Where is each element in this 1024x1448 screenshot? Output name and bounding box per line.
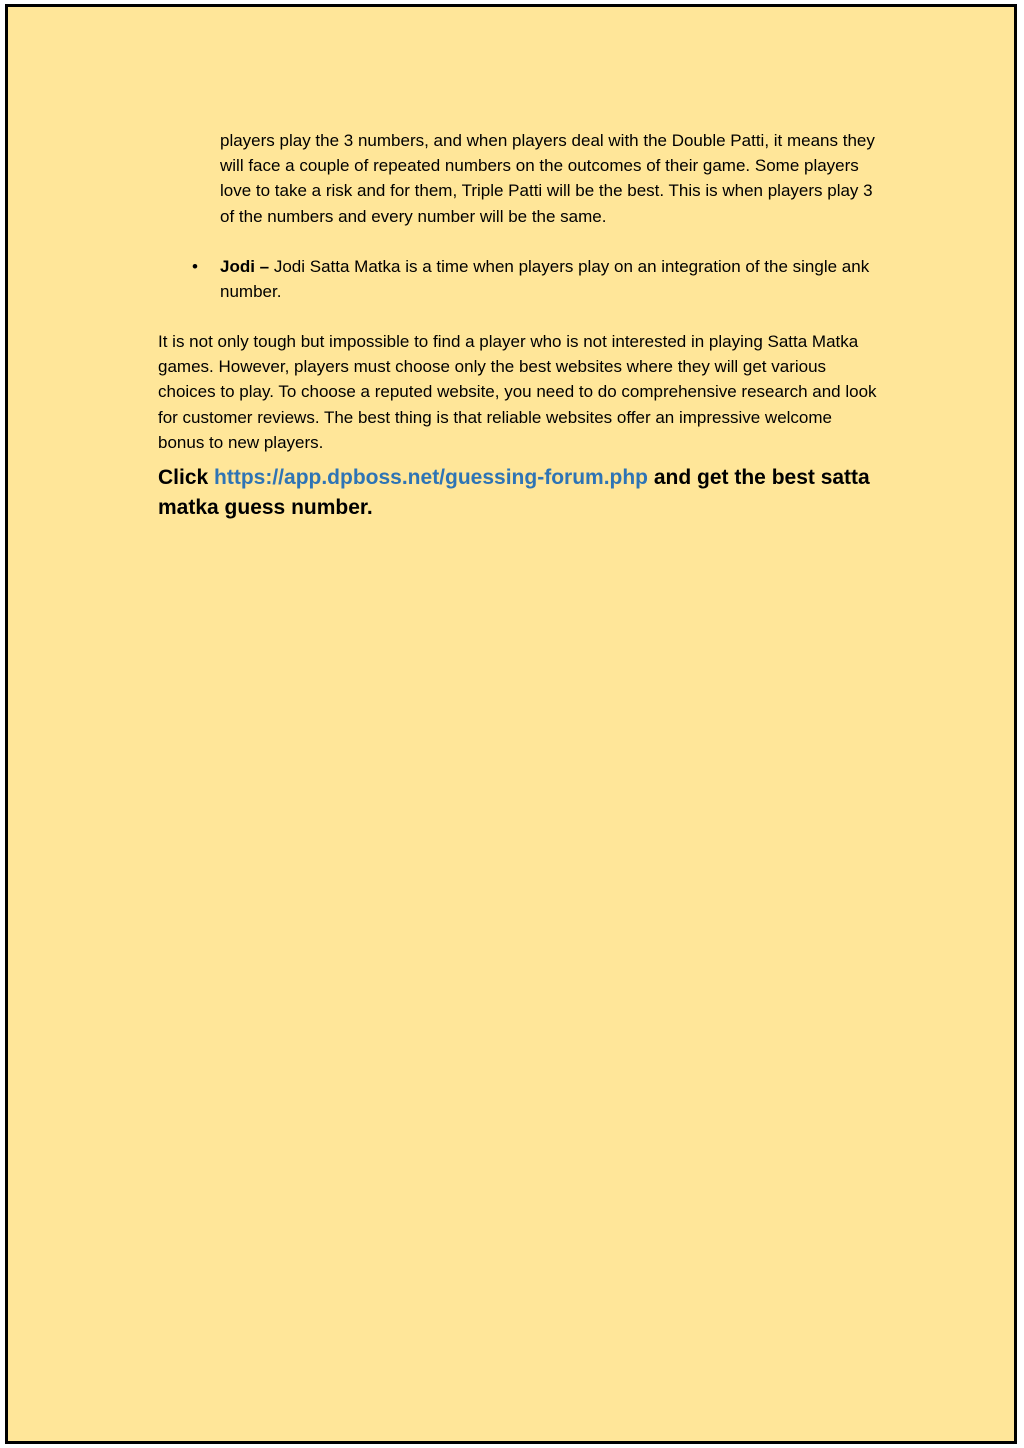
body-paragraph: It is not only tough but impossible to find a player who is not interested in playing Satta Matka games. However, players must choose only the best websites where they will get various choices to play. To choose a reputed website, you need to do comprehensive research and look for customer reviews. The best thing is that reliable websites offer an impressive welcome bonus to new players. [158, 332, 877, 452]
call-to-action [158, 463, 880, 523]
list-item-description: Jodi Satta Matka is a time when players play on an integration of the single ank number. [220, 257, 870, 302]
bullet-marker: • [192, 257, 198, 276]
cta-suffix: and get the best satta matka guess number. [158, 466, 870, 519]
list-item-term: Jodi – [220, 257, 270, 276]
list-item-text [220, 254, 880, 304]
cta-prefix: Click [158, 466, 215, 489]
document-page [5, 4, 1017, 1444]
list-item-jodi [158, 254, 880, 304]
continued-list-paragraph: players play the 3 numbers, and when players deal with the Double Patti, it means they will face a couple of repeated numbers on the outcomes of their game. Some players love to take a risk and for them, Triple Patti will be the best. This is when players play 3 of the numbers and every number will be the same. [220, 131, 875, 226]
guessing-forum-link[interactable]: https://app.dpboss.net/guessing-forum.php [214, 466, 649, 489]
